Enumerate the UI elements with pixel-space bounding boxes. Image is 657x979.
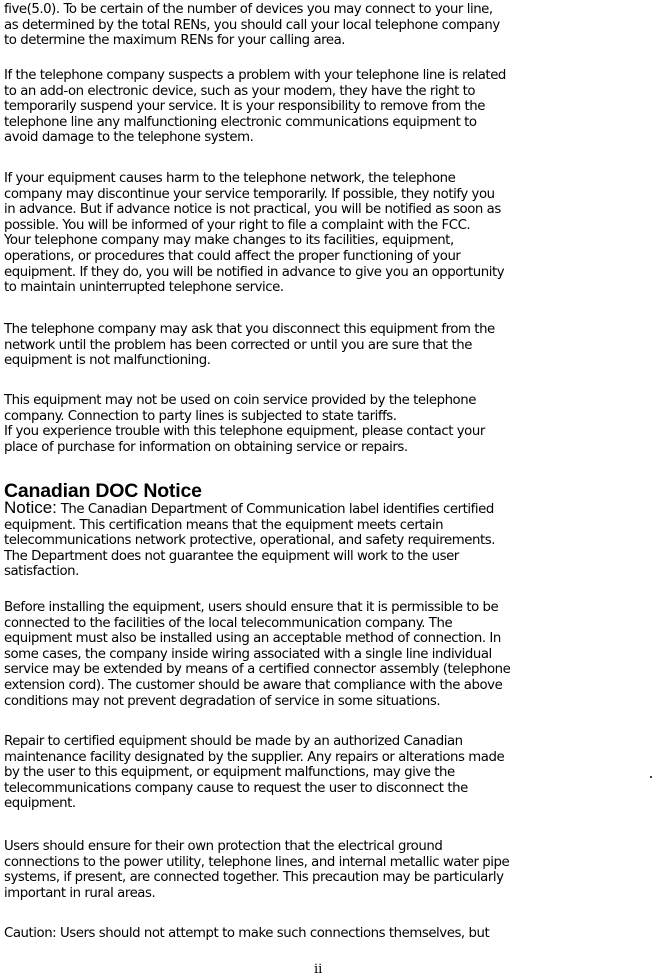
text-line: systems, if present, are connected together. This precaution may be particularly bbox=[4, 870, 504, 886]
text-line: company may discontinue your service temporarily. If possible, they notify you bbox=[4, 186, 495, 202]
text-line bbox=[4, 500, 495, 518]
text-line: Repair to certified equipment should be made by an authorized Canadian bbox=[4, 734, 463, 749]
notice-text: The Canadian Department of Communication label identifies certified bbox=[56, 502, 494, 517]
text-line: equipment. If they do, you will be notified in advance to give you an opportunity bbox=[4, 264, 505, 280]
text-line: service may be extended by means of a certified connector assembly (telephone bbox=[4, 662, 511, 678]
text-line: The Department does not guarantee the equipment will work to the user bbox=[4, 548, 459, 564]
text-line: Before installing the equipment, users should ensure that it is permissible to be bbox=[4, 600, 499, 615]
text-line: extension cord). The customer should be aware that compliance with the above bbox=[4, 677, 503, 693]
text-line: Users should ensure for their own protection that the electrical ground bbox=[4, 839, 443, 854]
text-line: equipment is not malfunctioning. bbox=[4, 353, 211, 369]
text-line: Caution: Users should not attempt to make such connections themselves, but bbox=[4, 926, 490, 941]
text-line: satisfaction. bbox=[4, 564, 79, 580]
page-number: ii bbox=[314, 962, 323, 977]
text-line: possible. You will be informed of your right to file a complaint with the FCC. bbox=[4, 217, 471, 233]
paragraph-caution bbox=[4, 926, 489, 942]
text-line: The telephone company may ask that you disconnect this equipment from the bbox=[4, 322, 495, 337]
text-line: telecommunications network protective, operational, and safety requirements. bbox=[4, 533, 495, 549]
text-line: telecommunications company cause to request the user to disconnect the bbox=[4, 780, 468, 796]
text-line: If the telephone company suspects a problem with your telephone line is related bbox=[4, 68, 506, 83]
margin-mark bbox=[650, 776, 652, 778]
text-line: temporarily suspend your service. It is your responsibility to remove from the bbox=[4, 99, 485, 115]
text-line: Your telephone company may make changes to its facilities, equipment, bbox=[4, 233, 454, 249]
text-line: If you experience trouble with this telephone equipment, please contact your bbox=[4, 424, 485, 440]
text-line: network until the problem has been corrected or until you are sure that the bbox=[4, 337, 472, 353]
paragraph-ren-count bbox=[4, 2, 500, 49]
text-line: to an add-on electronic device, such as your modem, they have the right to bbox=[4, 83, 476, 99]
notice-label: Notice: bbox=[4, 498, 57, 517]
text-line: company. Connection to party lines is subjected to state tariffs. bbox=[4, 408, 397, 424]
text-line: to determine the maximum RENs for your calling area. bbox=[4, 33, 346, 49]
text-line: some cases, the company inside wiring associated with a single line individual bbox=[4, 646, 492, 662]
text-line: If your equipment causes harm to the telephone network, the telephone bbox=[4, 171, 456, 186]
text-line: connections to the power utility, telephone lines, and internal metallic water pipe bbox=[4, 854, 510, 870]
paragraph-coin-service bbox=[4, 393, 485, 455]
text-line: telephone line any malfunctioning electronic communications equipment to bbox=[4, 114, 477, 130]
text-line: This equipment may not be used on coin service provided by the telephone bbox=[4, 393, 476, 408]
text-line: maintenance facility designated by the supplier. Any repairs or alterations made bbox=[4, 749, 505, 765]
text-line: place of purchase for information on obtaining service or repairs. bbox=[4, 439, 408, 455]
text-line: in advance. But if advance notice is not practical, you will be notified as soon as bbox=[4, 202, 501, 218]
paragraph-ground-connections bbox=[4, 839, 509, 901]
paragraph-network-harm bbox=[4, 171, 504, 296]
text-line: by the user to this equipment, or equipment malfunctions, may give the bbox=[4, 765, 455, 781]
text-line: connected to the facilities of the local telecommunication company. The bbox=[4, 615, 453, 631]
document-page bbox=[4, 0, 644, 979]
paragraph-repair bbox=[4, 734, 504, 812]
text-line: to maintain uninterrupted telephone service. bbox=[4, 280, 284, 296]
paragraph-disconnect-request bbox=[4, 322, 495, 369]
paragraph-before-installing bbox=[4, 600, 510, 709]
text-line: equipment. This certification means that the equipment meets certain bbox=[4, 517, 444, 533]
text-line: avoid damage to the telephone system. bbox=[4, 130, 254, 146]
text-line: five(5.0). To be certain of the number of devices you may connect to your line, bbox=[4, 2, 493, 17]
paragraph-suspend-service bbox=[4, 68, 506, 146]
text-line: operations, or procedures that could affect the proper functioning of your bbox=[4, 248, 461, 264]
text-line: conditions may not prevent degradation of service in some situations. bbox=[4, 693, 441, 709]
section-heading: Canadian DOC Notice bbox=[4, 480, 202, 502]
text-line: equipment must also be installed using an acceptable method of connection. In bbox=[4, 631, 501, 647]
text-line: as determined by the total RENs, you should call your local telephone company bbox=[4, 17, 500, 33]
text-line: important in rural areas. bbox=[4, 885, 156, 901]
text-line: equipment. bbox=[4, 796, 76, 812]
paragraph-doc-notice bbox=[4, 500, 495, 580]
